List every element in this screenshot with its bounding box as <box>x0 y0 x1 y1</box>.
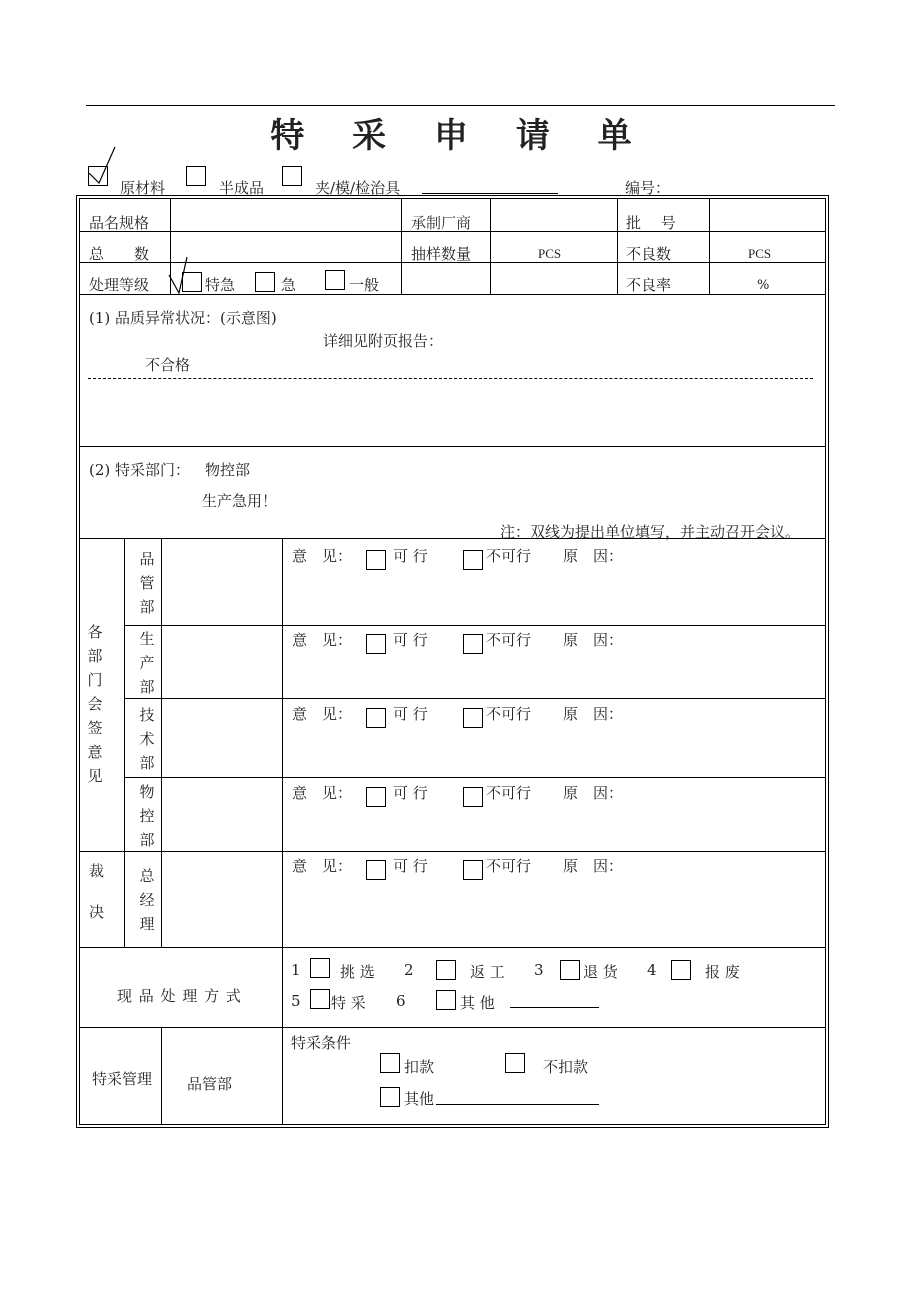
production-ok-checkbox[interactable] <box>366 634 386 654</box>
title-rule <box>86 105 835 106</box>
decision-label-1: 裁 <box>89 862 105 880</box>
material-ok-checkbox[interactable] <box>366 787 386 807</box>
total-label: 总 数 <box>89 245 150 263</box>
defect-rate-label: 不良率 <box>626 276 672 294</box>
opinion-label: 意 见： <box>292 857 353 875</box>
option-number: 1 <box>291 961 301 979</box>
ok-label: 可 行 <box>393 857 428 875</box>
fixture-label: 夹/模/检治具 <box>315 179 401 197</box>
option-select-checkbox[interactable] <box>310 958 330 978</box>
other-condition-checkbox[interactable] <box>380 1087 400 1107</box>
manufacturer-field[interactable] <box>492 200 615 230</box>
other-condition-line[interactable] <box>436 1104 599 1105</box>
special-reason: 生产急用！ <box>202 492 278 510</box>
checkmark-icon <box>169 257 199 291</box>
defect-rate-unit: % <box>757 278 770 293</box>
ok-label: 可 行 <box>393 705 428 723</box>
sample-qty-label: 抽样数量 <box>411 245 472 263</box>
option-number: 6 <box>396 992 406 1010</box>
quality-not-ok-checkbox[interactable] <box>463 550 483 570</box>
batch-label: 批 号 <box>626 214 676 232</box>
option-scrap-label: 报 废 <box>705 963 740 981</box>
priority-urgent-label: 特急 <box>205 276 236 294</box>
not-ok-label: 不可行 <box>486 784 532 802</box>
dept-quality-label: 品管部 <box>139 550 155 616</box>
product-spec-label: 品名规格 <box>89 214 150 232</box>
opinion-label: 意 见： <box>292 547 353 565</box>
not-ok-label: 不可行 <box>486 547 532 565</box>
defect-qty-label: 不良数 <box>626 245 672 263</box>
option-return-label: 退 货 <box>583 963 618 981</box>
fixture-checkbox[interactable] <box>282 166 302 186</box>
reason-label: 原 因： <box>563 857 624 875</box>
raw-material-label: 原材料 <box>120 179 166 197</box>
gm-ok-checkbox[interactable] <box>366 860 386 880</box>
not-ok-label: 不可行 <box>486 705 532 723</box>
deduct-checkbox[interactable] <box>380 1053 400 1073</box>
ok-label: 可 行 <box>393 784 428 802</box>
option-special-label: 特 采 <box>331 994 366 1012</box>
reason-label: 原 因： <box>563 631 624 649</box>
option-special-checkbox[interactable] <box>310 989 330 1009</box>
product-spec-field[interactable] <box>172 200 399 230</box>
option-number: 5 <box>291 992 301 1010</box>
option-return-checkbox[interactable] <box>560 960 580 980</box>
not-ok-label: 不可行 <box>486 631 532 649</box>
option-number: 3 <box>534 961 544 979</box>
decision-label-2: 决 <box>89 903 105 921</box>
ok-label: 可 行 <box>393 547 428 565</box>
quality-issue-heading: (1) 品质异常状况：(示意图) <box>89 309 277 327</box>
sample-unit: PCS <box>538 246 562 261</box>
material-not-ok-checkbox[interactable] <box>463 787 483 807</box>
defect-unit: PCS <box>748 246 772 261</box>
dept-material-label: 物控部 <box>139 783 155 849</box>
number-label: 编号： <box>625 179 671 197</box>
option-rework-checkbox[interactable] <box>436 960 456 980</box>
deduct-label: 扣款 <box>404 1058 435 1076</box>
ok-label: 可 行 <box>393 631 428 649</box>
opinion-label: 意 见： <box>292 784 353 802</box>
priority-normal-label: 一般 <box>349 276 380 294</box>
semi-finished-checkbox[interactable] <box>186 166 206 186</box>
reason-label: 原 因： <box>563 705 624 723</box>
option-rework-label: 返 工 <box>470 963 505 981</box>
form-title: 特 采 申 请 单 <box>270 116 650 156</box>
no-deduct-label: 不扣款 <box>543 1058 589 1076</box>
reason-label: 原 因： <box>563 547 624 565</box>
opinion-label: 意 见： <box>292 631 353 649</box>
opinion-label: 意 见： <box>292 705 353 723</box>
conditions-label: 特采条件 <box>291 1034 352 1052</box>
batch-field[interactable] <box>711 200 823 230</box>
priority-normal-checkbox[interactable] <box>325 270 345 290</box>
dept-production-label: 生产部 <box>139 630 155 696</box>
result-text: 不合格 <box>145 356 191 374</box>
special-dept-heading: (2) 特采部门： <box>89 461 191 479</box>
option-scrap-checkbox[interactable] <box>671 960 691 980</box>
priority-rush-checkbox[interactable] <box>255 272 275 292</box>
option-other-line[interactable] <box>510 1007 599 1008</box>
technical-not-ok-checkbox[interactable] <box>463 708 483 728</box>
material-other-line[interactable] <box>422 193 558 194</box>
other-condition-label: 其他 <box>404 1090 435 1108</box>
gm-not-ok-checkbox[interactable] <box>463 860 483 880</box>
option-number: 4 <box>647 961 657 979</box>
raw-material-checkbox[interactable] <box>88 166 108 186</box>
not-ok-label: 不可行 <box>486 857 532 875</box>
dept-technical-label: 技术部 <box>139 706 155 772</box>
special-mgmt-label: 特采管理 <box>92 1070 153 1088</box>
technical-ok-checkbox[interactable] <box>366 708 386 728</box>
option-other-checkbox[interactable] <box>436 990 456 1010</box>
quality-ok-checkbox[interactable] <box>366 550 386 570</box>
form-note: 注：双线为提出单位填写，并主动召开会议。 <box>500 523 801 541</box>
priority-label: 处理等级 <box>89 276 150 294</box>
option-number: 2 <box>404 961 414 979</box>
signoff-group-label: 各部门会签意见 <box>87 623 103 785</box>
special-dept-value: 物控部 <box>205 461 251 479</box>
priority-urgent-checkbox[interactable] <box>182 272 202 292</box>
special-mgmt-dept: 品管部 <box>187 1075 233 1093</box>
dashed-divider <box>88 378 813 379</box>
option-select-label: 挑 选 <box>340 963 375 981</box>
semi-finished-label: 半成品 <box>219 179 265 197</box>
detail-note: 详细见附页报告： <box>323 332 444 350</box>
priority-rush-label: 急 <box>281 276 297 294</box>
manufacturer-label: 承制厂商 <box>411 214 472 232</box>
disposition-label: 现 品 处 理 方 式 <box>117 987 242 1005</box>
reason-label: 原 因： <box>563 784 624 802</box>
production-not-ok-checkbox[interactable] <box>463 634 483 654</box>
option-other-label: 其 他 <box>460 994 495 1012</box>
no-deduct-checkbox[interactable] <box>505 1053 525 1073</box>
decision-dept-label: 总经理 <box>139 867 155 933</box>
